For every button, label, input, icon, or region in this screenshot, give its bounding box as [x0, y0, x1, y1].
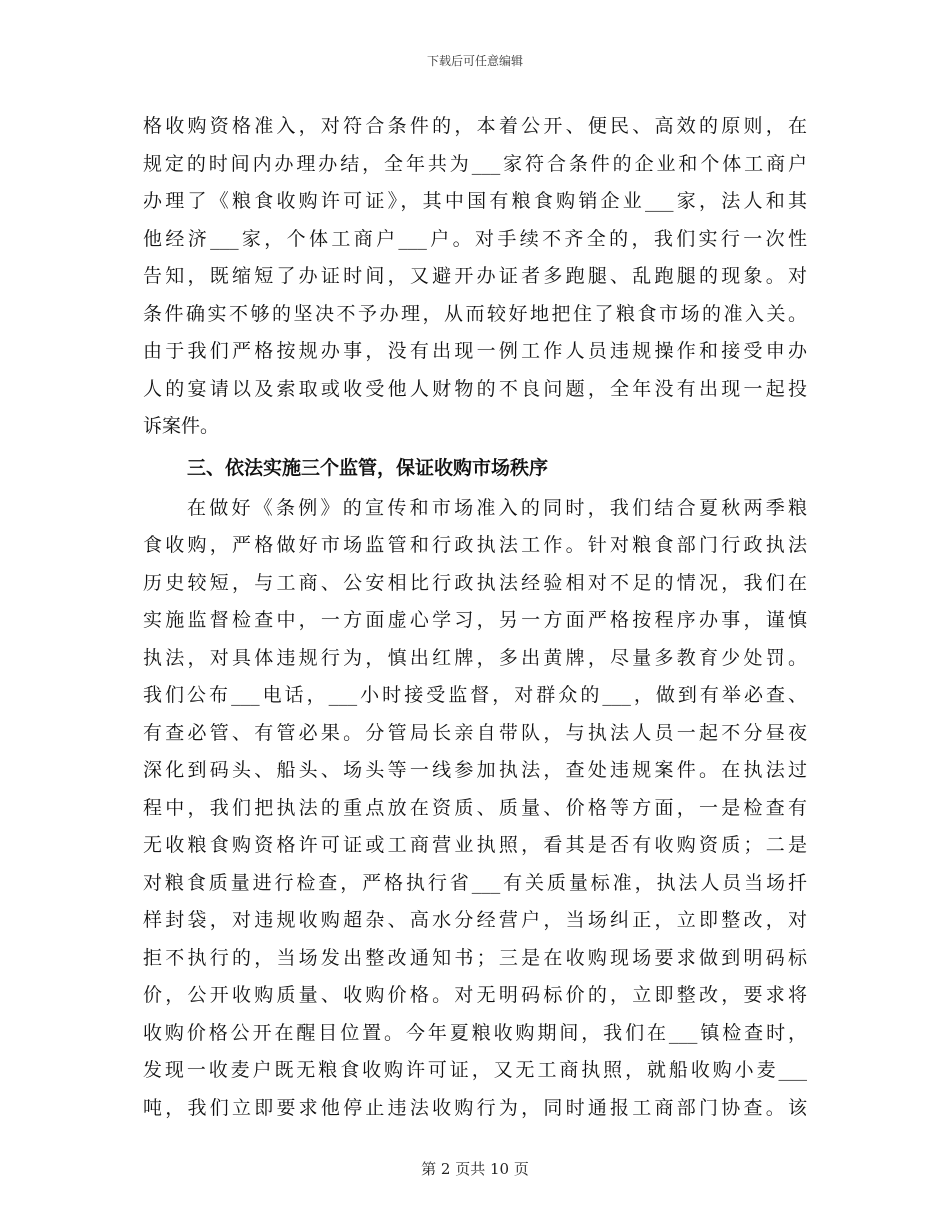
paragraph-2: [143, 490, 807, 1128]
text-line: 有查必管、有管必果。分管局长亲自带队，与执法人员一起不分昼夜: [143, 721, 807, 744]
paragraph-1: [143, 108, 807, 446]
text-line: 价，公开收购质量、收购价格。对无明码标价的，立即整改，要求将: [143, 984, 807, 1006]
text-line: 他经济___家，个体工商户___户。对手续不齐全的，我们实行一次性: [143, 227, 807, 250]
text-line: 我们公布___电话，___小时接受监督，对群众的___，做到有举必查、: [143, 684, 807, 706]
document-body: [143, 108, 807, 1127]
text-line: 诉案件。: [143, 415, 220, 437]
text-line: 在做好《条例》的宣传和市场准入的同时，我们结合夏秋两季粮: [187, 496, 807, 519]
text-line: 由于我们严格按规办事，没有出现一例工作人员违规操作和接受申办: [143, 340, 807, 362]
page-header: 下载后可任意编辑: [426, 54, 523, 68]
text-line: 人的宴请以及索取或收受他人财物的不良问题，全年没有出现一起投: [143, 377, 807, 400]
text-line: 对粮食质量进行检查，严格执行省___有关质量标准，执法人员当场扦: [143, 871, 807, 894]
text-line: 执法，对具体违规行为，慎出红牌，多出黄牌，尽量多教育少处罚。: [143, 646, 807, 669]
text-line: 收购价格公开在醒目位置。今年夏粮收购期间，我们在___镇检查时，: [143, 1021, 807, 1044]
text-line: 吨，我们立即要求他停止违法收购行为，同时通报工商部门协查。该: [143, 1096, 807, 1119]
text-line: 办理了《粮食收购许可证》，其中国有粮食购销企业___家，法人和其: [143, 190, 807, 212]
text-line: 无收粮食购资格许可证或工商营业执照，看其是否有收购资质；二是: [143, 834, 807, 856]
text-line: 条件确实不够的坚决不予办理，从而较好地把住了粮食市场的准入关。: [143, 302, 807, 325]
text-line: 实施监督检查中，一方面虚心学习，另一方面严格按程序办事，谨慎: [143, 609, 807, 631]
text-line: 样封袋，对违规收购超杂、高水分经营户，当场纠正，立即整改，对: [143, 909, 807, 931]
text-line: 程中，我们把执法的重点放在资质、质量、价格等方面，一是检查有: [143, 796, 807, 819]
section-heading: 三、依法实施三个监管，保证收购市场秩序: [187, 456, 549, 479]
text-line: 历史较短，与工商、公安相比行政执法经验相对不足的情况，我们在: [143, 571, 807, 594]
text-line: 拒不执行的，当场发出整改通知书；三是在收购现场要求做到明码标: [143, 946, 807, 969]
text-line: 深化到码头、船头、场头等一线参加执法，查处违规案件。在执法过: [143, 759, 807, 781]
text-line: 食收购，严格做好市场监管和行政执法工作。针对粮食部门行政执法: [143, 534, 807, 556]
text-line: 规定的时间内办理办结，全年共为___家符合条件的企业和个体工商户: [143, 152, 807, 175]
page-footer: 第 2 页共 10 页: [421, 1160, 529, 1178]
text-line: 格收购资格准入，对符合条件的，本着公开、便民、高效的原则，在: [143, 115, 807, 137]
text-line: 告知，既缩短了办证时间，又避开办证者多跑腿、乱跑腿的现象。对: [143, 265, 807, 287]
text-line: 发现一收麦户既无粮食收购许可证，又无工商执照，就船收购小麦___: [143, 1059, 807, 1081]
